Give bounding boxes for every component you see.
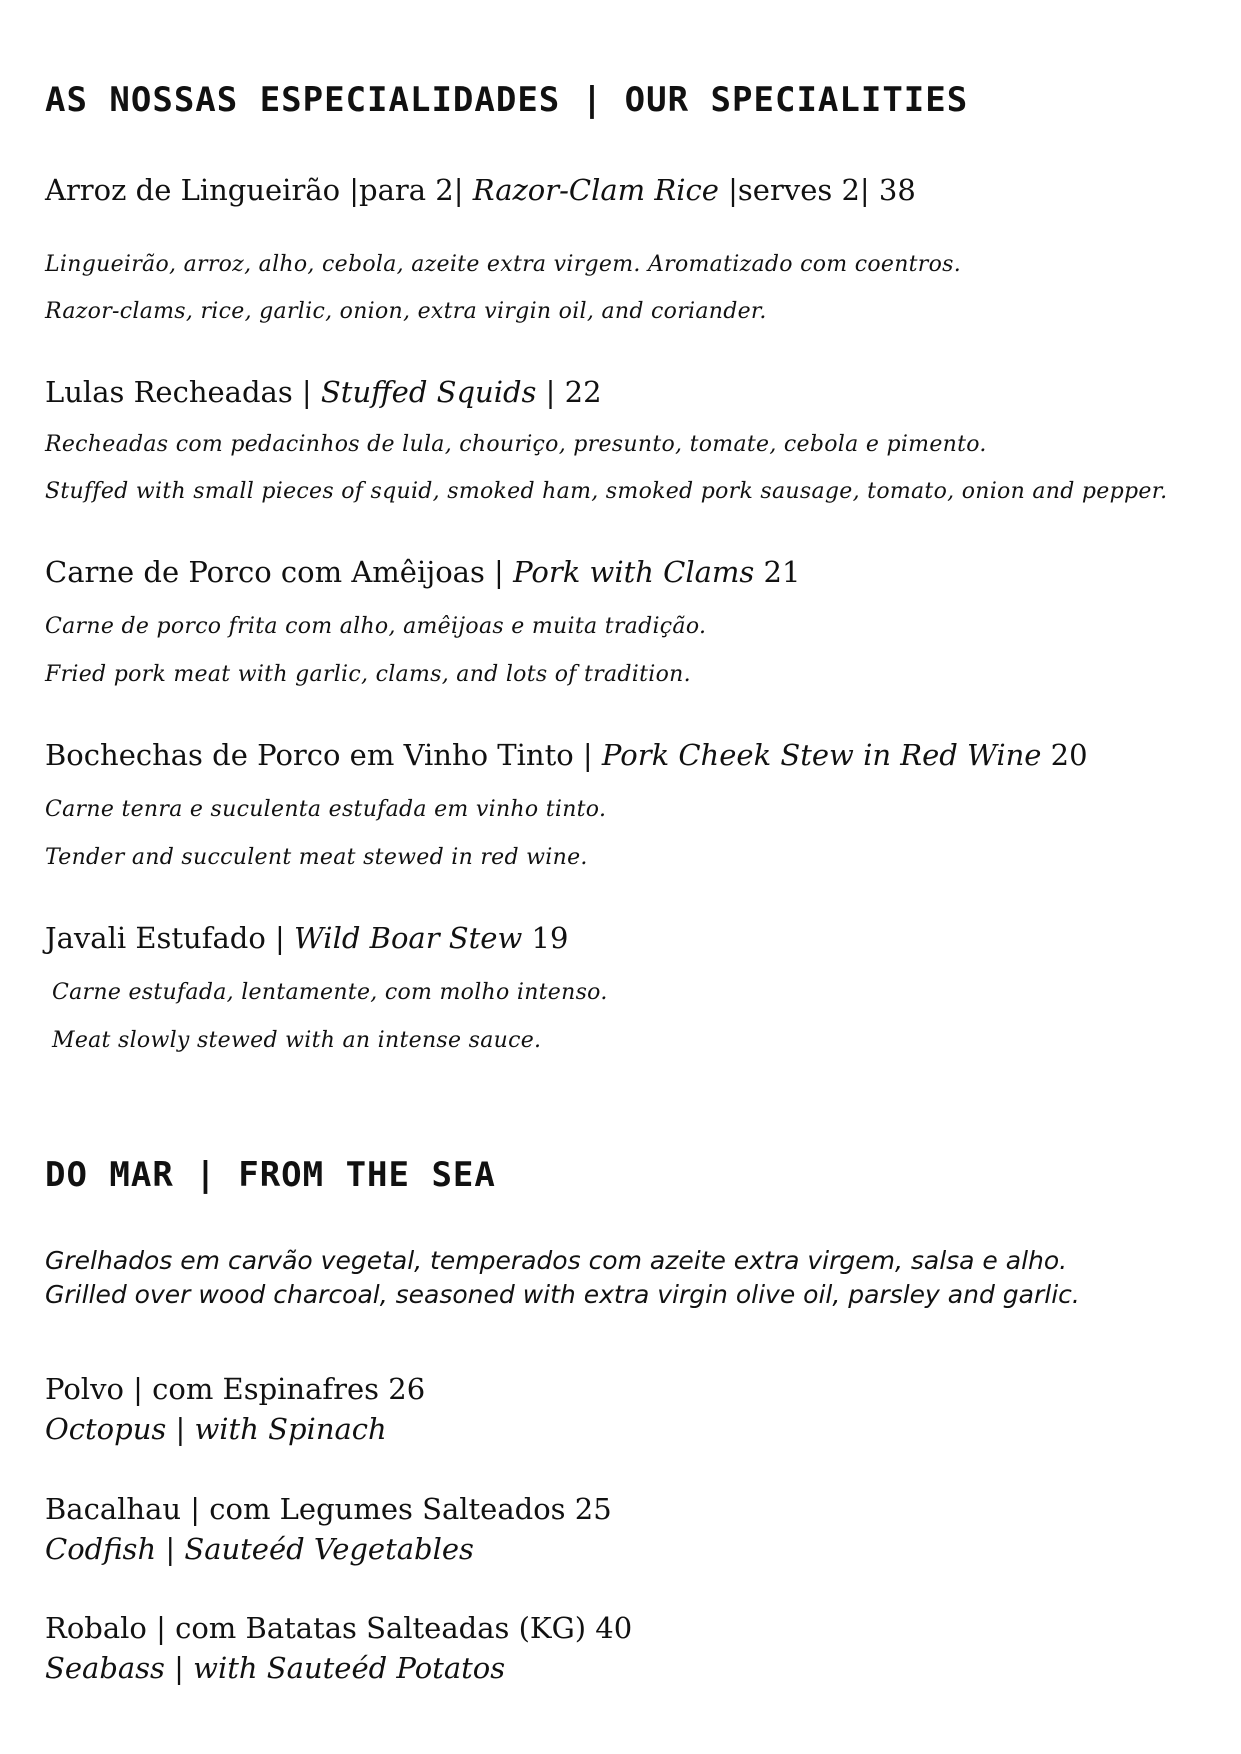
dish-description-pt: Recheadas com pedacinhos de lula, chouriço, presunto, tomate, cebola e pimento. [45, 432, 987, 457]
dish-description-pt: Carne de porco frita com alho, amêijoas e muita tradição. [45, 614, 707, 639]
dish-description-pt: Carne estufada, lentamente, com molho intenso. [52, 980, 608, 1005]
sea-dish-title-octopus: Polvo | com Espinafres 26 [45, 1372, 426, 1406]
dish-title-razor-clam-rice [45, 173, 916, 208]
sea-dish-subtitle: Octopus | with Spinach [45, 1412, 387, 1446]
dish-title-stuffed-squids [45, 375, 602, 410]
dish-price: 20 [1041, 738, 1088, 772]
dish-name-en: Pork Cheek Stew in Red Wine [601, 738, 1042, 772]
dish-description-en: Tender and succulent meat stewed in red wine. [45, 845, 588, 870]
dish-name-en: Pork with Clams [513, 555, 755, 589]
dish-name-en: Wild Boar Stew [294, 921, 523, 955]
dish-price: |serves 2| 38 [718, 173, 916, 207]
dish-description-en: Meat slowly stewed with an intense sauce. [52, 1028, 542, 1053]
sea-dish-subtitle: Codfish | Sauteéd Vegetables [45, 1532, 474, 1566]
dish-description-pt: Carne tenra e suculenta estufada em vinho tinto. [45, 797, 607, 822]
dish-description-en: Razor-clams, rice, garlic, onion, extra virgin oil, and coriander. [45, 299, 767, 324]
dish-description-en: Fried pork meat with garlic, clams, and lots of tradition. [45, 662, 691, 687]
sea-heading: DO MAR | FROM THE SEA [45, 1155, 496, 1195]
dish-name-en: Razor-Clam Rice [472, 173, 719, 207]
dish-name-pt: Arroz de Lingueirão |para 2| [45, 173, 473, 207]
sea-dish-title-codfish: Bacalhau | com Legumes Salteados 25 [45, 1492, 612, 1526]
dish-title-pork-with-clams [45, 555, 800, 590]
dish-title-wild-boar-stew [45, 921, 568, 956]
dish-description-en: Stuffed with small pieces of squid, smoked ham, smoked pork sausage, tomato, onion and pepper. [45, 479, 1168, 504]
dish-name-pt: Bochechas de Porco em Vinho Tinto | [45, 738, 602, 772]
dish-name-pt: Javali Estufado | [45, 921, 294, 955]
dish-name-en: Stuffed Squids [320, 375, 537, 409]
dish-price: 19 [522, 921, 569, 955]
sea-dish-subtitle: Seabass | with Sauteéd Potatos [45, 1651, 506, 1685]
dish-price: | 22 [536, 375, 602, 409]
sea-intro-pt: Grelhados em carvão vegetal, temperados com azeite extra virgem, salsa e alho. [45, 1246, 1068, 1275]
dish-price: 21 [754, 555, 801, 589]
dish-name-pt: Carne de Porco com Amêijoas | [45, 555, 514, 589]
sea-intro-en: Grilled over wood charcoal, seasoned with extra virgin olive oil, parsley and garlic. [45, 1280, 1080, 1309]
dish-name-pt: Lulas Recheadas | [45, 375, 321, 409]
specialities-heading: AS NOSSAS ESPECIALIDADES | OUR SPECIALITIES [45, 80, 969, 120]
dish-title-pork-cheek-stew [45, 738, 1088, 773]
sea-dish-title-seabass: Robalo | com Batatas Salteadas (KG) 40 [45, 1611, 633, 1645]
dish-description-pt: Lingueirão, arroz, alho, cebola, azeite extra virgem. Aromatizado com coentros. [45, 252, 962, 277]
